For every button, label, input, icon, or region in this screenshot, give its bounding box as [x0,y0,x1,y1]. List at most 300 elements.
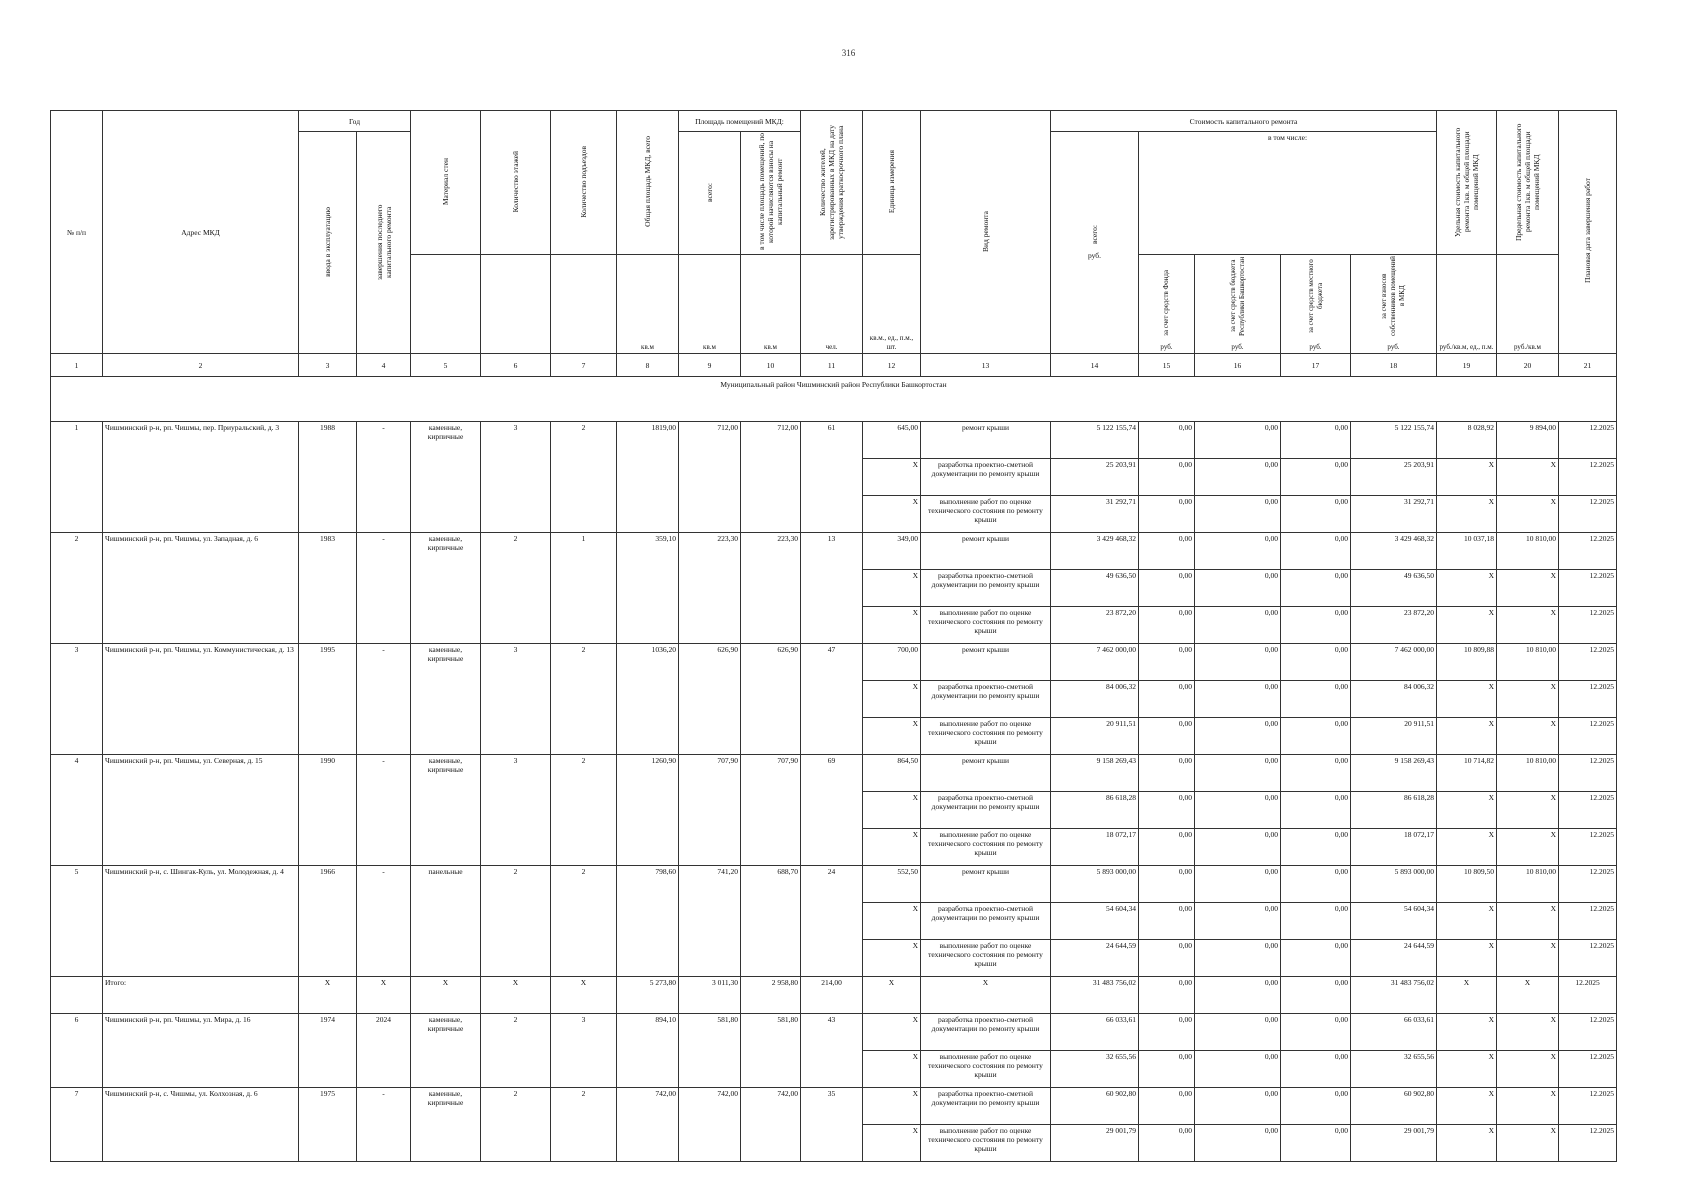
limit-cost: X [1497,681,1559,718]
limit-cost: X [1497,496,1559,533]
entrances-count: 3 [551,1014,617,1088]
header-year-last-repair: завершения последнего капитального ремонта [357,132,411,354]
column-number: 9 [679,354,741,377]
limit-cost: 9 894,00 [1497,422,1559,459]
table-row [51,1088,1617,1125]
work-quantity: 349,00 [863,533,921,570]
work-quantity: X [863,681,921,718]
work-type: ремонт крыши [921,644,1051,681]
work-quantity: 700,00 [863,644,921,681]
plan-date: 12.2025 [1559,940,1617,977]
limit-cost: X [1497,607,1559,644]
unit-cost: X [1437,1014,1497,1051]
cost-total: 18 072,17 [1051,829,1139,866]
work-quantity: X [863,1088,921,1125]
unit-qty: кв.м., ед., п.м., шт. [863,255,921,354]
cost-total: 3 429 468,32 [1051,533,1139,570]
cost-total: 24 644,59 [1051,940,1139,977]
cost-local: 0,00 [1281,1051,1351,1088]
cost-fund: 0,00 [1139,1014,1195,1051]
floors-count: 2 [481,1088,551,1162]
work-quantity: X [863,940,921,977]
cost-republic: 0,00 [1195,940,1281,977]
cost-local: 0,00 [1281,829,1351,866]
area-fund: 581,80 [741,1014,801,1088]
work-quantity: X [863,1014,921,1051]
residents-count: 69 [801,755,863,866]
residents-count: 35 [801,1088,863,1162]
floors-count: 2 [481,866,551,977]
cost-republic: 0,00 [1195,607,1281,644]
year-last-repair: - [357,422,411,533]
building-address: Чишминский р-н, рп. Чишмы, ул. Коммунистическая, д. 13 [103,644,299,755]
plan-date: 12.2025 [1559,681,1617,718]
cost-total: 25 203,91 [1051,459,1139,496]
plan-date: 12.2025 [1559,644,1617,681]
cost-owners: 32 655,56 [1351,1051,1437,1088]
cost-owners: 24 644,59 [1351,940,1437,977]
area-all: 223,30 [679,533,741,644]
header-plan-date: Плановая дата завершения работ [1559,111,1617,354]
cost-fund: 0,00 [1139,644,1195,681]
column-number: 7 [551,354,617,377]
year-last-repair: - [357,533,411,644]
column-number: 6 [481,354,551,377]
plan-date: 12.2025 [1559,1051,1617,1088]
wall-material: каменные, кирпичные [411,1088,481,1162]
year-last-repair: - [357,644,411,755]
total-label: Итого: [103,977,299,1014]
wall-material: каменные, кирпичные [411,533,481,644]
header-total-area: Общая площадь МКД, всего [617,111,679,255]
area-all: 742,00 [679,1088,741,1162]
unit-cost: 8 028,92 [1437,422,1497,459]
cost-local: 0,00 [1281,866,1351,903]
column-number: 13 [921,354,1051,377]
wall-material: каменные, кирпичные [411,644,481,755]
year-last-repair: - [357,755,411,866]
limit-cost: X [1497,1125,1559,1162]
column-number: 1 [51,354,103,377]
unit-unit-cost: руб./кв.м, ед., п.м. [1437,255,1497,354]
entrances-count: 2 [551,1088,617,1162]
unit-rub: руб. [1309,343,1322,351]
cost-total: 86 618,28 [1051,792,1139,829]
year-built: 1990 [299,755,357,866]
limit-cost: X [1497,459,1559,496]
table-row [51,422,1617,459]
column-number: 2 [103,354,299,377]
column-numbers-row [51,354,1617,377]
area-all: 626,90 [679,644,741,755]
unit-floors [481,255,551,354]
building-number: 5 [51,866,103,977]
cost-republic: 0,00 [1195,1014,1281,1051]
work-type: ремонт крыши [921,755,1051,792]
region-row [51,377,1617,422]
residents-count: 47 [801,644,863,755]
unit-area-all: кв.м [679,255,741,354]
column-number: 8 [617,354,679,377]
total-owners: 31 483 756,02 [1351,977,1437,1014]
cost-total: 84 006,32 [1051,681,1139,718]
total-area-fund: 2 958,80 [741,977,801,1014]
cost-total: 29 001,79 [1051,1125,1139,1162]
header-unit-cost: Удельная стоимость капитального ремонта 1кв. м общей площади помещений МКД [1437,111,1497,255]
cost-total: 49 636,50 [1051,570,1139,607]
entrances-count: 1 [551,533,617,644]
column-number: 20 [1497,354,1559,377]
limit-cost: 10 810,00 [1497,755,1559,792]
unit-cost: X [1437,903,1497,940]
plan-date: 12.2025 [1559,422,1617,459]
unit-cost: X [1437,792,1497,829]
building-number: 7 [51,1088,103,1162]
column-number: 17 [1281,354,1351,377]
page-number: 316 [841,48,856,58]
residents-count: 43 [801,1014,863,1088]
cost-owners: 5 122 155,74 [1351,422,1437,459]
cost-local: 0,00 [1281,1014,1351,1051]
total-no [51,977,103,1014]
header-year-commission: ввода в эксплуатацию [299,132,357,354]
building-number: 1 [51,422,103,533]
limit-cost: X [1497,570,1559,607]
cost-owners: 31 292,71 [1351,496,1437,533]
cost-total: 5 122 155,74 [1051,422,1139,459]
cost-republic: 0,00 [1195,866,1281,903]
cost-fund: 0,00 [1139,496,1195,533]
cost-fund: 0,00 [1139,718,1195,755]
cost-republic: 0,00 [1195,829,1281,866]
building-number: 2 [51,533,103,644]
cost-total: 7 462 000,00 [1051,644,1139,681]
cost-republic: 0,00 [1195,496,1281,533]
cost-republic: 0,00 [1195,792,1281,829]
cost-local: 0,00 [1281,422,1351,459]
area-fund: 707,90 [741,755,801,866]
work-type: ремонт крыши [921,422,1051,459]
total-year-built: X [299,977,357,1014]
column-number: 5 [411,354,481,377]
header-no: № п/п [51,111,103,354]
year-built: 1966 [299,866,357,977]
plan-date: 12.2025 [1559,903,1617,940]
header-wall: Материал стен [411,111,481,255]
cost-republic: 0,00 [1195,1125,1281,1162]
cost-owners: 20 911,51 [1351,718,1437,755]
total-rep: 0,00 [1195,977,1281,1014]
cost-fund: 0,00 [1139,533,1195,570]
unit-cost: X [1437,607,1497,644]
unit-cost: X [1437,681,1497,718]
total-area: 1036,20 [617,644,679,755]
header-unit: Единица измерения [863,111,921,255]
unit-cost: X [1437,718,1497,755]
building-address: Чишминский р-н, рп. Чишмы, пер. Приуральский, д. 3 [103,422,299,533]
plan-date: 12.2025 [1559,1088,1617,1125]
work-type: ремонт крыши [921,533,1051,570]
cost-fund: 0,00 [1139,903,1195,940]
cost-local: 0,00 [1281,792,1351,829]
cost-fund: 0,00 [1139,829,1195,866]
column-number: 11 [801,354,863,377]
floors-count: 3 [481,644,551,755]
cost-owners: 66 033,61 [1351,1014,1437,1051]
work-type: выполнение работ по оценке технического состояния по ремонту крыши [921,718,1051,755]
column-number: 4 [357,354,411,377]
cost-owners: 18 072,17 [1351,829,1437,866]
total-floors: X [481,977,551,1014]
cost-owners: 5 893 000,00 [1351,866,1437,903]
building-address: Чишминский р-н, с. Шингак-Куль, ул. Молодежная, д. 4 [103,866,299,977]
unit-cost: 10 037,18 [1437,533,1497,570]
unit-cost: X [1437,1088,1497,1125]
work-quantity: X [863,718,921,755]
header-address: Адрес МКД [103,111,299,354]
limit-cost: X [1497,903,1559,940]
total-type: X [921,977,1051,1014]
table-row [51,866,1617,903]
unit-cost: 10 809,50 [1437,866,1497,903]
column-number: 18 [1351,354,1437,377]
plan-date: 12.2025 [1559,496,1617,533]
unit-area-fund: кв.м [741,255,801,354]
work-quantity: X [863,792,921,829]
cost-republic: 0,00 [1195,718,1281,755]
unit-residents: чел. [801,255,863,354]
total-area: 894,10 [617,1014,679,1088]
cost-fund: 0,00 [1139,1051,1195,1088]
work-quantity: X [863,570,921,607]
cost-fund: 0,00 [1139,681,1195,718]
cost-republic: 0,00 [1195,681,1281,718]
work-quantity: 645,00 [863,422,921,459]
limit-cost: X [1497,1014,1559,1051]
cost-fund: 0,00 [1139,570,1195,607]
header-year-group: Год [299,111,411,132]
total-year-last: X [357,977,411,1014]
capital-repair-table [50,110,1617,1162]
floors-count: 3 [481,755,551,866]
cost-total: 66 033,61 [1051,1014,1139,1051]
cost-owners: 84 006,32 [1351,681,1437,718]
cost-owners: 49 636,50 [1351,570,1437,607]
cost-republic: 0,00 [1195,644,1281,681]
total-area: 742,00 [617,1088,679,1162]
unit-cost: X [1437,496,1497,533]
table-row [51,755,1617,792]
cost-fund: 0,00 [1139,866,1195,903]
residents-count: 61 [801,422,863,533]
year-last-repair: 2024 [357,1014,411,1088]
unit-rub: руб. [1231,343,1244,351]
area-fund: 688,70 [741,866,801,977]
cost-total: 5 893 000,00 [1051,866,1139,903]
work-quantity: 864,50 [863,755,921,792]
cost-total: 31 292,71 [1051,496,1139,533]
header-area-group: Площадь помещений МКД: [679,111,801,132]
work-quantity: X [863,496,921,533]
year-built: 1983 [299,533,357,644]
limit-cost: X [1497,940,1559,977]
unit-limit-cost: руб./кв.м [1497,255,1559,354]
building-address: Чишминский р-н, рп. Чишмы, ул. Мира, д. 16 [103,1014,299,1088]
unit-entrances [551,255,617,354]
work-quantity: X [863,1125,921,1162]
residents-count: 24 [801,866,863,977]
plan-date: 12.2025 [1559,829,1617,866]
cost-local: 0,00 [1281,1088,1351,1125]
cost-republic: 0,00 [1195,755,1281,792]
plan-date: 12.2025 [1559,718,1617,755]
plan-date: 12.2025 [1559,755,1617,792]
cost-republic: 0,00 [1195,1051,1281,1088]
cost-fund: 0,00 [1139,755,1195,792]
area-all: 581,80 [679,1014,741,1088]
work-type: разработка проектно-сметной документации по ремонту крыши [921,681,1051,718]
limit-cost: X [1497,1051,1559,1088]
table-row [51,533,1617,570]
cost-local: 0,00 [1281,644,1351,681]
work-type: выполнение работ по оценке технического состояния по ремонту крыши [921,940,1051,977]
total-area: 798,60 [617,866,679,977]
wall-material: каменные, кирпичные [411,1014,481,1088]
total-residents: 214,00 [801,977,863,1014]
cost-republic: 0,00 [1195,533,1281,570]
area-all: 712,00 [679,422,741,533]
cost-owners: 86 618,28 [1351,792,1437,829]
header-cost-fund: за счет средств Фонда руб. [1139,255,1195,354]
column-number: 15 [1139,354,1195,377]
header-area-fund: в том числе площадь помещений, по которой начисляются взносы на капитальный ремонт [741,132,801,255]
cost-owners: 23 872,20 [1351,607,1437,644]
unit-cost: X [1437,570,1497,607]
unit-wall [411,255,481,354]
column-number: 19 [1437,354,1497,377]
header-floors: Количество этажей [481,111,551,255]
total-unit-cost: X [1437,977,1497,1014]
column-number: 10 [741,354,801,377]
area-fund: 223,30 [741,533,801,644]
cost-fund: 0,00 [1139,1125,1195,1162]
limit-cost: X [1497,792,1559,829]
limit-cost: X [1497,1088,1559,1125]
work-quantity: X [863,459,921,496]
building-number: 4 [51,755,103,866]
floors-count: 3 [481,422,551,533]
work-type: выполнение работ по оценке технического состояния по ремонту крыши [921,607,1051,644]
entrances-count: 2 [551,644,617,755]
cost-local: 0,00 [1281,533,1351,570]
total-walls: X [411,977,481,1014]
cost-owners: 25 203,91 [1351,459,1437,496]
plan-date: 12.2025 [1559,866,1617,903]
unit-total-area: кв.м [617,255,679,354]
total-area-all: 3 011,30 [679,977,741,1014]
unit-rub: руб. [1088,251,1101,261]
cost-owners: 7 462 000,00 [1351,644,1437,681]
cost-republic: 0,00 [1195,459,1281,496]
unit-cost: X [1437,1051,1497,1088]
limit-cost: X [1497,829,1559,866]
building-number: 3 [51,644,103,755]
entrances-count: 2 [551,422,617,533]
cost-owners: 60 902,80 [1351,1088,1437,1125]
cost-fund: 0,00 [1139,940,1195,977]
work-type: разработка проектно-сметной документации по ремонту крыши [921,570,1051,607]
region-title: Муниципальный район Чишминский район Республики Башкортостан [51,377,1617,422]
cost-total: 20 911,51 [1051,718,1139,755]
cost-fund: 0,00 [1139,607,1195,644]
area-all: 707,90 [679,755,741,866]
work-quantity: X [863,607,921,644]
cost-total: 23 872,20 [1051,607,1139,644]
header-work: Вид ремонта [921,111,1051,354]
cost-fund: 0,00 [1139,459,1195,496]
work-type: выполнение работ по оценке технического состояния по ремонту крыши [921,496,1051,533]
work-quantity: X [863,1051,921,1088]
building-number: 6 [51,1014,103,1088]
work-type: выполнение работ по оценке технического состояния по ремонту крыши [921,1125,1051,1162]
total-local: 0,00 [1281,977,1351,1014]
year-last-repair: - [357,1088,411,1162]
limit-cost: 10 810,00 [1497,533,1559,570]
plan-date: 12.2025 [1559,792,1617,829]
building-address: Чишминский р-н, с. Чишмы, ул. Колхозная, д. 6 [103,1088,299,1162]
work-type: разработка проектно-сметной документации по ремонту крыши [921,903,1051,940]
entrances-count: 2 [551,755,617,866]
header-incl: в том числе: [1139,132,1437,255]
column-number: 21 [1559,354,1617,377]
unit-cost: 10 809,88 [1437,644,1497,681]
cost-local: 0,00 [1281,755,1351,792]
cost-local: 0,00 [1281,496,1351,533]
cost-local: 0,00 [1281,570,1351,607]
wall-material: каменные, кирпичные [411,755,481,866]
work-quantity: X [863,903,921,940]
work-quantity: X [863,829,921,866]
cost-local: 0,00 [1281,681,1351,718]
building-address: Чишминский р-н, рп. Чишмы, ул. Западная, д. 6 [103,533,299,644]
header-entrances: Количество подъездов [551,111,617,255]
work-type: разработка проектно-сметной документации по ремонту крыши [921,792,1051,829]
total-area: 1260,90 [617,755,679,866]
total-qty: X [863,977,921,1014]
cost-fund: 0,00 [1139,792,1195,829]
column-number: 12 [863,354,921,377]
header-cost-group: Стоимость капитального ремонта [1051,111,1437,132]
total-total: 31 483 756,02 [1051,977,1139,1014]
cost-republic: 0,00 [1195,422,1281,459]
work-type: разработка проектно-сметной документации по ремонту крыши [921,1014,1051,1051]
unit-rub: руб. [1387,343,1400,351]
limit-cost: 10 810,00 [1497,866,1559,903]
cost-local: 0,00 [1281,718,1351,755]
header-residents: Количество жителей, зарегистрированных в МКД на дату утверждения краткосрочного плана [801,111,863,255]
year-last-repair: - [357,866,411,977]
cost-republic: 0,00 [1195,903,1281,940]
cost-owners: 29 001,79 [1351,1125,1437,1162]
plan-date: 12.2025 [1559,1014,1617,1051]
year-built: 1975 [299,1088,357,1162]
work-type: ремонт крыши [921,866,1051,903]
year-built: 1974 [299,1014,357,1088]
unit-cost: X [1437,1125,1497,1162]
residents-count: 13 [801,533,863,644]
table-row [51,1014,1617,1051]
header-area-total: всего: [679,132,741,255]
